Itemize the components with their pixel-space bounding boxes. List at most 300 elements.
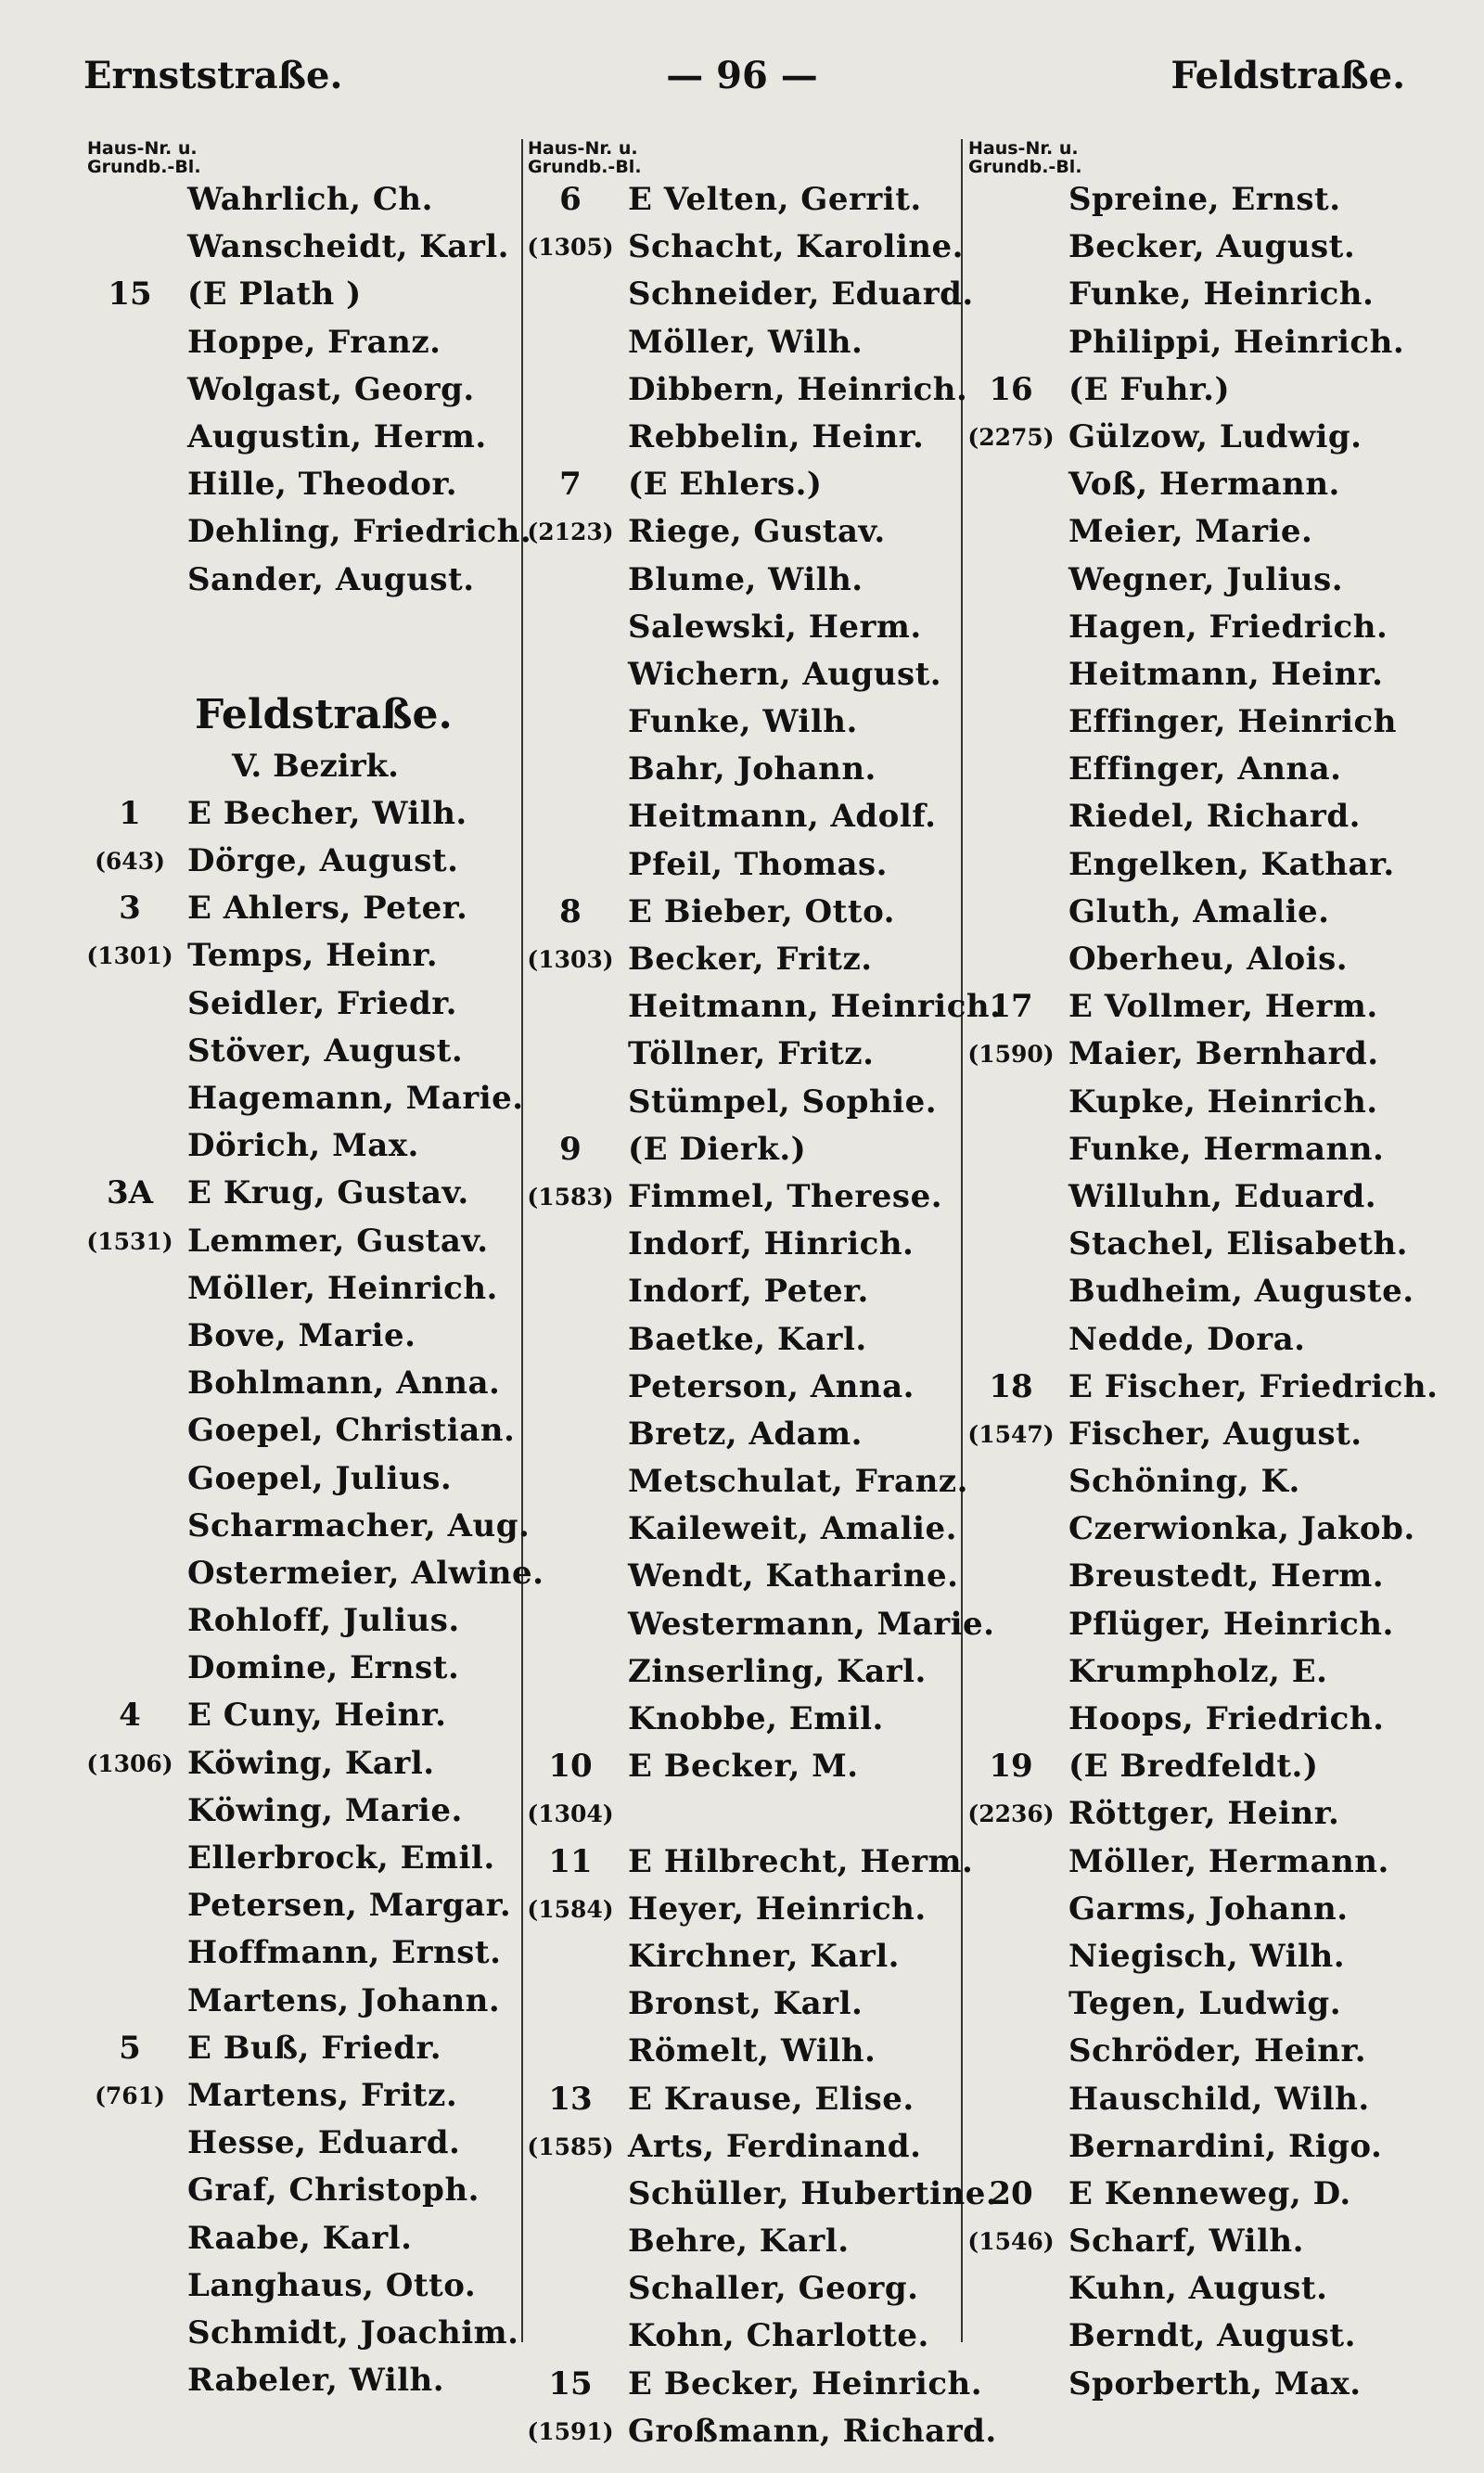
directory-entry [955, 1126, 1419, 1173]
resident-name: Bohlmann, Anna. [187, 1365, 501, 1403]
directory-entry [74, 1170, 482, 1217]
resident-name: Tegen, Ludwig. [1068, 1985, 1342, 2023]
resident-name: Bove, Marie. [187, 1316, 416, 1354]
resident-name: Rebbelin, Heinr. [628, 417, 925, 455]
entry-list [515, 176, 1002, 2455]
house-number: (1304) [527, 1800, 614, 1828]
house-number: 9 [559, 1130, 582, 1168]
house-number: 18 [989, 1367, 1033, 1405]
directory-entry [74, 1360, 501, 1407]
resident-name: Oberheu, Alois. [1068, 941, 1349, 978]
directory-entry [955, 2171, 1419, 2218]
resident-name: Sander, August. [187, 560, 475, 598]
directory-entry [955, 2265, 1419, 2313]
resident-name: Stachel, Elisabeth. [1068, 1225, 1409, 1263]
house-number: (2236) [967, 1800, 1055, 1828]
house-number: 15 [548, 2364, 593, 2403]
house-number: (1585) [527, 2133, 614, 2160]
directory-entry [955, 414, 1419, 461]
resident-name: Heitmann, Heinr. [1068, 655, 1384, 693]
resident-name: Dörge, August. [187, 842, 459, 880]
resident-name: Becker, August. [1068, 228, 1356, 266]
house-number: (1591) [527, 2417, 614, 2445]
directory-entry [955, 1553, 1419, 1600]
resident-name: Krumpholz, E. [1068, 1652, 1328, 1690]
directory-entry [74, 1455, 482, 1503]
resident-name: Raabe, Karl. [187, 2219, 413, 2257]
directory-entry [74, 2120, 482, 2167]
resident-name: E Cuny, Heinr. [187, 1697, 447, 1735]
resident-name: Garms, Johann. [1068, 1890, 1349, 1928]
directory-entry [74, 176, 482, 224]
resident-name: Stümpel, Sophie. [628, 1083, 938, 1121]
resident-name: Budheim, Auguste. [1068, 1273, 1414, 1311]
directory-entry [74, 1978, 501, 2025]
directory-entry [515, 841, 969, 889]
directory-entry [515, 2171, 998, 2218]
resident-name: E Krug, Gustav. [187, 1174, 469, 1212]
resident-name: Sporberth, Max. [1068, 2364, 1362, 2403]
resident-name: Schüller, Hubertine. [628, 2174, 998, 2212]
resident-name: Ellerbrock, Emil. [187, 1839, 495, 1877]
resident-name: Becker, Fritz. [628, 941, 873, 978]
directory-entry [955, 1079, 1419, 1126]
resident-name: Czerwionka, Jakob. [1068, 1510, 1415, 1548]
resident-name: Wichern, August. [628, 655, 942, 693]
resident-name: Bretz, Adam. [628, 1415, 863, 1453]
resident-name: Kirchner, Karl. [628, 1937, 901, 1975]
directory-entry [74, 885, 482, 932]
directory-entry [74, 838, 482, 885]
house-number: 6 [559, 181, 582, 218]
directory-entry [955, 1221, 1419, 1268]
resident-name: Rabeler, Wilh. [187, 2362, 445, 2400]
house-number: (1584) [527, 1895, 614, 1923]
directory-entry [515, 1601, 995, 1648]
entry-list [74, 790, 544, 2404]
directory-entry [955, 936, 1419, 983]
house-number: 15 [108, 275, 152, 314]
resident-name: (E Dierk.) [628, 1130, 807, 1168]
page-number: — 96 — [666, 54, 818, 97]
directory-entry [515, 1316, 969, 1364]
directory-entry [955, 1790, 1419, 1838]
resident-name: Hoops, Friedrich. [1068, 1700, 1385, 1737]
resident-name: Kohn, Charlotte. [628, 2317, 929, 2355]
directory-entry [515, 1031, 969, 1078]
resident-name: Niegisch, Wilh. [1068, 1937, 1346, 1975]
resident-name: Röttger, Heinr. [1068, 1795, 1340, 1833]
column-header [968, 139, 1419, 176]
resident-name: Westermann, Marie. [628, 1605, 995, 1643]
directory-entry [74, 1550, 544, 1597]
directory-entry [74, 1929, 502, 1977]
resident-name: Hagen, Friedrich. [1068, 608, 1388, 646]
house-number: (1301) [86, 942, 173, 970]
house-number: (1590) [967, 1041, 1055, 1069]
directory-entry [515, 1364, 969, 1411]
resident-name: Funke, Heinrich. [1068, 275, 1375, 314]
directory-entry [74, 2357, 482, 2404]
resident-name: Schaller, Georg. [628, 2270, 919, 2308]
resident-name: Möller, Wilh. [628, 323, 864, 361]
resident-name: Knobbe, Emil. [628, 1700, 884, 1737]
entry-list [955, 176, 1439, 2408]
resident-name: Hagemann, Marie. [187, 1080, 524, 1117]
resident-name: E Velten, Gerrit. [628, 181, 922, 218]
directory-entry [515, 1933, 969, 1980]
running-head-right: Feldstraße. [1171, 54, 1405, 97]
directory-entry [955, 604, 1419, 651]
directory-entry [955, 508, 1419, 556]
directory-entry [515, 1411, 969, 1458]
column-2 [515, 138, 1002, 2455]
resident-name: Berndt, August. [1068, 2317, 1356, 2355]
directory-entry [515, 2408, 997, 2455]
resident-name: Hoffmann, Ernst. [187, 1934, 502, 1972]
resident-name: Hesse, Eduard. [187, 2124, 461, 2162]
directory-entry [74, 1313, 482, 1360]
resident-name: Stöver, August. [187, 1031, 464, 1070]
directory-entry [515, 366, 969, 414]
resident-name: Blume, Wilh. [628, 560, 864, 598]
resident-name: E Becher, Wilh. [187, 794, 467, 832]
directory-entry [955, 1506, 1419, 1553]
house-number: (1531) [86, 1227, 173, 1255]
column-header [87, 139, 482, 176]
directory-entry [955, 1601, 1419, 1648]
directory-entry [955, 2313, 1419, 2360]
directory-entry [515, 1221, 969, 1268]
directory-entry [74, 2262, 482, 2310]
directory-entry [515, 2028, 969, 2075]
house-number: (1305) [527, 234, 614, 262]
resident-name: Meier, Marie. [1068, 513, 1313, 551]
resident-name: Scharf, Wilh. [1068, 2223, 1304, 2261]
directory-entry [515, 889, 969, 936]
resident-name: (E Ehlers.) [628, 466, 823, 504]
directory-entry [955, 1268, 1419, 1315]
resident-name: Schneider, Eduard. [628, 275, 974, 314]
house-number: (1547) [967, 1420, 1055, 1448]
directory-entry [955, 983, 1419, 1031]
directory-entry [515, 319, 969, 366]
house-number: (1303) [527, 946, 614, 973]
directory-entry [515, 1743, 969, 1790]
directory-entry [74, 1028, 482, 1075]
resident-name: Augustin, Herm. [187, 417, 487, 455]
directory-entry [955, 2076, 1419, 2123]
resident-name: Wendt, Katharine. [628, 1557, 959, 1595]
directory-entry [955, 698, 1419, 746]
resident-name: Indorf, Peter. [628, 1273, 869, 1311]
directory-entry [955, 176, 1419, 224]
resident-name: Breustedt, Herm. [1068, 1557, 1385, 1595]
directory-entry [74, 414, 487, 461]
resident-name: Scharmacher, Aug. [187, 1506, 531, 1544]
directory-entry [955, 366, 1419, 414]
directory-entry [955, 1173, 1419, 1221]
directory-entry [955, 271, 1419, 318]
resident-name: Effinger, Anna. [1068, 750, 1342, 788]
directory-entry [74, 319, 482, 366]
resident-name: Philippi, Heinrich. [1068, 323, 1405, 361]
resident-name: Dibbern, Heinrich. [628, 370, 968, 408]
resident-name: Gluth, Amalie. [1068, 892, 1330, 930]
resident-name: E Ahlers, Peter. [187, 890, 468, 928]
house-number: 4 [119, 1697, 141, 1735]
directory-entry [74, 1835, 495, 1882]
house-number: 13 [548, 2080, 593, 2118]
resident-name: Pfeil, Thomas. [628, 845, 889, 883]
resident-name: E Kenneweg, D. [1068, 2174, 1351, 2212]
column-header-line1: Haus-Nr. u. [968, 138, 1079, 159]
house-number: (2275) [967, 423, 1055, 451]
resident-name: Rohloff, Julius. [187, 1602, 460, 1640]
house-number: 5 [119, 2029, 141, 2067]
resident-name: Indorf, Hinrich. [628, 1225, 915, 1263]
house-number: (643) [95, 848, 165, 876]
directory-entry [955, 841, 1419, 889]
directory-entry [515, 936, 969, 983]
directory-entry [515, 2218, 969, 2265]
column-header-line2: Grundb.-Bl. [528, 157, 642, 177]
resident-name: Schöning, K. [1068, 1463, 1300, 1501]
resident-name: Peterson, Anna. [628, 1367, 915, 1405]
directory-entry [515, 414, 969, 461]
directory-entry [955, 1458, 1419, 1506]
resident-name: Großmann, Richard. [628, 2412, 997, 2450]
column-header [528, 139, 969, 176]
house-number: 16 [989, 370, 1033, 408]
directory-entry [74, 508, 532, 556]
resident-name: Ostermeier, Alwine. [187, 1554, 544, 1592]
resident-name: Riedel, Richard. [1068, 798, 1361, 836]
directory-entry [74, 224, 509, 271]
resident-name: Heyer, Heinrich. [628, 1890, 927, 1928]
directory-entry [74, 1407, 516, 1454]
directory-entry [515, 176, 969, 224]
directory-entry [74, 980, 482, 1028]
directory-entry [955, 1364, 1439, 1411]
house-number: 10 [548, 1748, 593, 1786]
house-number: 11 [548, 1842, 593, 1880]
directory-entry [955, 889, 1419, 936]
column-3 [955, 138, 1439, 2408]
resident-name: Martens, Fritz. [187, 2076, 458, 2114]
directory-entry [955, 319, 1419, 366]
resident-name: Pflüger, Heinrich. [1068, 1605, 1394, 1643]
house-number: 17 [989, 988, 1033, 1026]
resident-name: Salewski, Herm. [628, 608, 922, 646]
resident-name: Funke, Hermann. [1068, 1130, 1385, 1168]
directory-entry [515, 1079, 969, 1126]
directory-entry [955, 1886, 1419, 1933]
house-number: (1546) [967, 2228, 1055, 2256]
resident-name: Graf, Christoph. [187, 2172, 480, 2210]
resident-name: Wegner, Julius. [1068, 560, 1344, 598]
directory-entry [74, 2310, 519, 2357]
directory-entry [515, 604, 969, 651]
resident-name: Möller, Heinrich. [187, 1269, 498, 1307]
directory-entry [74, 2025, 482, 2072]
resident-name: Willuhn, Eduard. [1068, 1177, 1377, 1215]
resident-name: Gülzow, Ludwig. [1068, 417, 1362, 455]
resident-name: Fischer, August. [1068, 1415, 1362, 1453]
directory-entry [955, 461, 1419, 508]
house-number: 8 [559, 892, 582, 930]
resident-name: Petersen, Margar. [187, 1887, 512, 1925]
district-heading: V. Bezirk. [232, 747, 400, 785]
resident-name: Metschulat, Franz. [628, 1463, 968, 1501]
resident-name: Goepel, Julius. [187, 1459, 453, 1497]
directory-entry [515, 1980, 969, 2028]
directory-entry [74, 1122, 482, 1170]
resident-name: Römelt, Wilh. [628, 2032, 876, 2070]
resident-name: E Hilbrecht, Herm. [628, 1842, 974, 1880]
resident-name: Langhaus, Otto. [187, 2266, 477, 2304]
resident-name: Dörich, Max. [187, 1127, 419, 1165]
directory-entry [515, 793, 969, 840]
directory-entry [955, 1648, 1419, 1696]
resident-name: Schacht, Karoline. [628, 228, 964, 266]
directory-entry [955, 557, 1419, 604]
directory-entry [955, 1031, 1419, 1078]
directory-entry [955, 1316, 1419, 1364]
resident-name: Hauschild, Wilh. [1068, 2080, 1370, 2118]
house-number: 3 [119, 890, 141, 928]
directory-entry [515, 746, 969, 793]
directory-entry [74, 2072, 482, 2120]
resident-name: (E Fuhr.) [1068, 370, 1231, 408]
resident-name: Baetke, Karl. [628, 1320, 867, 1358]
directory-entry [74, 557, 482, 604]
resident-name: E Vollmer, Herm. [1068, 988, 1378, 1026]
resident-name: Kaileweit, Amalie. [628, 1510, 957, 1548]
resident-name: Bernardini, Rigo. [1068, 2127, 1383, 2165]
resident-name: Arts, Ferdinand. [628, 2127, 922, 2165]
directory-entry [955, 651, 1419, 698]
resident-name: Köwing, Marie. [187, 1791, 463, 1829]
directory-entry [74, 2215, 482, 2262]
house-number: 20 [989, 2174, 1033, 2212]
resident-name: Kuhn, August. [1068, 2270, 1328, 2308]
house-number: 19 [989, 1748, 1033, 1786]
resident-name: Fimmel, Therese. [628, 1177, 943, 1215]
resident-name: E Becker, M. [628, 1748, 859, 1786]
resident-name: Riege, Gustav. [628, 513, 886, 551]
resident-name: Hoppe, Franz. [187, 323, 441, 361]
directory-entry [515, 1506, 969, 1553]
directory-entry [515, 2123, 969, 2171]
directory-entry [515, 1553, 969, 1600]
directory-entry [515, 271, 974, 318]
resident-name: E Bieber, Otto. [628, 892, 895, 930]
house-number: 1 [119, 794, 141, 832]
house-number: (761) [95, 2082, 165, 2109]
resident-name: E Fischer, Friedrich. [1068, 1367, 1439, 1405]
directory-entry [74, 1692, 482, 1739]
directory-entry [74, 790, 482, 838]
directory-entry [74, 1882, 512, 1929]
directory-entry [74, 932, 482, 980]
directory-entry [955, 1839, 1419, 1886]
resident-name: Hille, Theodor. [187, 466, 458, 504]
directory-entry [515, 1790, 969, 1838]
directory-entry [515, 2313, 969, 2360]
directory-entry [955, 1696, 1419, 1743]
directory-entry [515, 2265, 969, 2313]
resident-name: Wolgast, Georg. [187, 370, 475, 408]
resident-name: E Buß, Friedr. [187, 2029, 442, 2067]
resident-name: Schröder, Heinr. [1068, 2032, 1367, 2070]
column-1 [74, 138, 544, 2404]
resident-name: Lemmer, Gustav. [187, 1222, 489, 1260]
resident-name: E Krause, Elise. [628, 2080, 915, 2118]
directory-entry [74, 1597, 482, 1645]
directory-entry [515, 508, 969, 556]
house-number: 3A [106, 1174, 154, 1212]
resident-name: Engelken, Kathar. [1068, 845, 1395, 883]
directory-entry [74, 1075, 524, 1122]
column-header-line2: Grundb.-Bl. [968, 157, 1082, 177]
resident-name: Nedde, Dora. [1068, 1320, 1306, 1358]
directory-entry [955, 224, 1419, 271]
resident-name: Möller, Hermann. [1068, 1842, 1389, 1880]
house-number: (1583) [527, 1183, 614, 1211]
directory-entry [515, 557, 969, 604]
directory-entry [515, 1696, 969, 1743]
resident-name: Seidler, Friedr. [187, 984, 457, 1022]
directory-entry [955, 1743, 1419, 1790]
directory-entry [515, 1173, 969, 1221]
resident-name: Bronst, Karl. [628, 1985, 864, 2023]
resident-name: Dehling, Friedrich. [187, 513, 532, 551]
resident-name: Kupke, Heinrich. [1068, 1083, 1378, 1121]
house-number: 7 [559, 466, 582, 504]
directory-entry [955, 746, 1419, 793]
directory-entry [955, 2218, 1419, 2265]
house-number: (1306) [86, 1749, 173, 1777]
directory-entry [955, 1980, 1419, 2028]
directory-entry [515, 651, 969, 698]
directory-entry [955, 1933, 1419, 1980]
resident-name: (E Plath ) [187, 275, 362, 314]
directory-entry [74, 2167, 482, 2214]
column-header-line2: Grundb.-Bl. [87, 157, 201, 177]
running-head-left: Ernststraße. [83, 54, 343, 97]
resident-name: (E Bredfeldt.) [1068, 1748, 1319, 1786]
column-header-line1: Haus-Nr. u. [528, 138, 638, 159]
resident-name: Martens, Johann. [187, 1981, 501, 2019]
directory-entry [74, 1645, 482, 1692]
directory-entry [515, 224, 969, 271]
directory-entry [515, 2076, 969, 2123]
resident-name: Wanscheidt, Karl. [187, 228, 509, 266]
directory-entry [515, 461, 969, 508]
directory-entry [74, 1787, 482, 1835]
resident-name: Temps, Heinr. [187, 937, 439, 975]
resident-name: Töllner, Fritz. [628, 1035, 875, 1073]
directory-entry [515, 1648, 969, 1696]
directory-entry [74, 366, 482, 414]
resident-name: Maier, Bernhard. [1068, 1035, 1379, 1073]
resident-name: Domine, Ernst. [187, 1649, 460, 1687]
entry-list [74, 176, 532, 604]
directory-entry [955, 1411, 1419, 1458]
directory-entry [515, 698, 969, 746]
directory-entry [955, 2123, 1419, 2171]
